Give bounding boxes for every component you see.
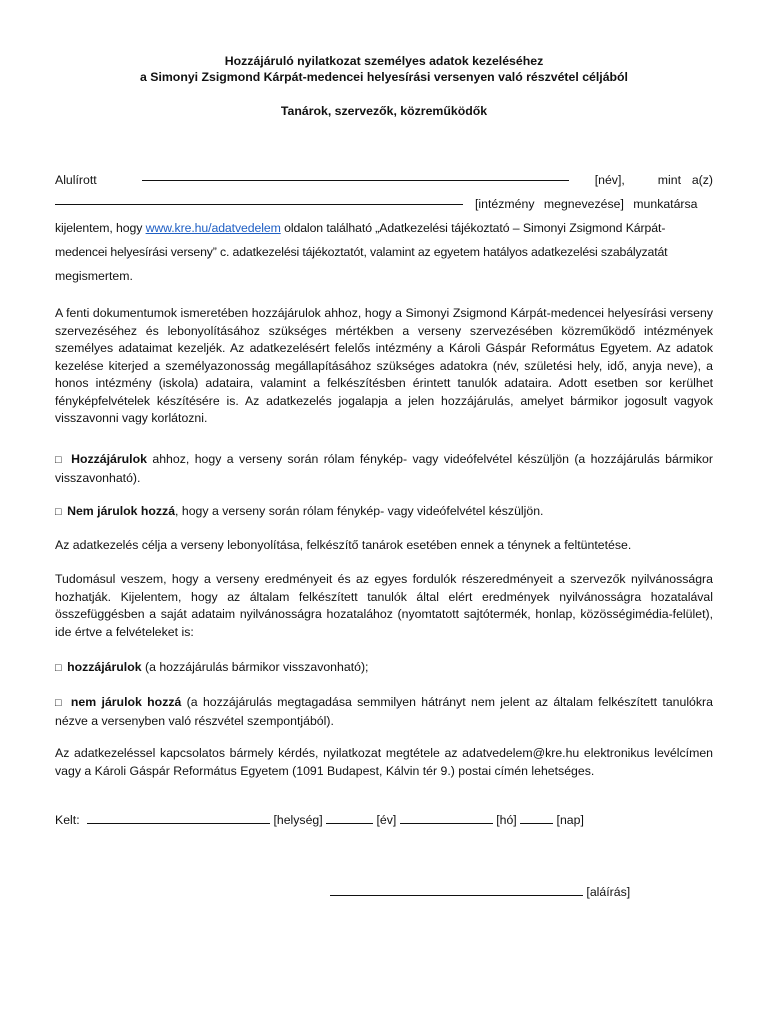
declaration-line-5: megismertem.	[55, 269, 133, 283]
signature-line	[330, 884, 660, 902]
option-text: (a hozzájárulás bármikor visszavonható);	[141, 660, 369, 674]
checkbox-icon[interactable]: □	[55, 662, 62, 674]
institution-blank[interactable]	[55, 192, 463, 205]
kijelentem-rest: oldalon található „Adatkezelési tájékoztató – Simonyi Zsigmond Kárpát-	[280, 221, 666, 235]
declaration-line-2	[55, 192, 713, 216]
institution-label: [intézmény megnevezése] munkatársa	[475, 197, 698, 211]
declaration-line-4: medencei helyesírási verseny” c. adatkezelési tájékoztatót, valamint az egyetem hatályos adatkezelési szabályzatát	[55, 245, 668, 259]
month-blank[interactable]	[400, 812, 493, 824]
document-subtitle: a Simonyi Zsigmond Kárpát-medencei helyesírási versenyen való részvétel céljából	[140, 70, 628, 84]
month-label: [hó]	[496, 813, 517, 827]
az-label: a(z)	[691, 173, 713, 187]
date-line	[55, 812, 713, 830]
kijelentem-text: kijelentem, hogy	[55, 221, 146, 235]
checkbox-icon[interactable]: □	[55, 454, 64, 466]
signature-label: [aláírás]	[586, 885, 631, 899]
document-title: Hozzájáruló nyilatkozat személyes adatok kezeléséhez	[224, 54, 544, 68]
option-bold: nem járulok hozzá	[70, 695, 182, 709]
day-blank[interactable]	[520, 812, 553, 824]
purpose-paragraph: Az adatkezelés célja a verseny lebonyolítása, felkészítő tanárok esetében ennek a ténynek a feltüntetése.	[55, 538, 632, 552]
declaration-block	[55, 168, 713, 288]
publication-decline-option[interactable]	[55, 694, 713, 730]
alulirott-label: Alulírott	[55, 173, 97, 187]
declaration-line-3	[55, 216, 713, 240]
checkbox-icon[interactable]: □	[55, 697, 64, 709]
name-blank[interactable]	[142, 168, 569, 181]
publication-consent-option[interactable]	[55, 659, 713, 678]
place-label: [helység]	[273, 813, 323, 827]
consent-paragraph: A fenti dokumentumok ismeretében hozzájárulok ahhoz, hogy a Simonyi Zsigmond Kárpát-medencei helyesírási verseny szervezéséhez és lebonyolításához szükséges mértékben a verseny szervezésében közreműködő intézmények személyes adataimat kezeljék. Az adatkezelésért felelős intézmény a Károli Gáspár Református Egyetem. Az adatok kezelése kiterjed a személyazonosság megállapításához szükséges adatokra (név, születési hely, idő, anyja neve), a honos intézmény (iskola) adataira, valamint a felkészítésben érintett tanulók adataira. Adott esetben sor kerülhet fényképfelvételek készítésére is. Az adatkezelés jogalapja a jelen hozzájárulás, amelyet bármikor jogosult vagyok visszavonni vagy korlátozni.	[55, 306, 713, 425]
option-bold: Nem járulok hozzá	[67, 504, 176, 518]
option-text: , hogy a verseny során rólam fénykép- vagy videófelvétel készüljön.	[175, 504, 544, 518]
publication-paragraph: Tudomásul veszem, hogy a verseny eredményeit és az egyes fordulók részeredményeit a szervezők nyilvánosságra hozhatják. Kijelentem, hogy az általam felkészített tanulók által elért eredmények nyilvánosságra hozatalával összefüggésben a saját adataim nyilvánosságra hozatalához (nyomtatott sajtótermék, honlap, közösségimédia-felület), ide értve a felvételeket is:	[55, 572, 713, 639]
declaration-line-1	[55, 168, 713, 192]
mint-label: mint	[657, 173, 682, 187]
place-blank[interactable]	[87, 812, 270, 824]
year-blank[interactable]	[326, 812, 373, 824]
checkbox-icon[interactable]: □	[55, 506, 62, 518]
day-label: [nap]	[556, 813, 584, 827]
photo-consent-option[interactable]	[55, 451, 713, 487]
kelt-label: Kelt:	[55, 813, 80, 827]
year-label: [év]	[376, 813, 397, 827]
contact-paragraph: Az adatkezeléssel kapcsolatos bármely kérdés, nyilatkozat megtétele az adatvedelem@kre.hu elektronikus levélcímen vagy a Károli Gáspár Református Egyetem (1091 Budapest, Kálvin tér 9.) postai címén lehetséges.	[55, 746, 713, 778]
signature-blank[interactable]	[330, 884, 583, 896]
audience-heading: Tanárok, szervezők, közreműködők	[280, 104, 488, 118]
option-text: (a hozzájárulás megtagadása semmilyen hátrányt nem jelent az általam felkészített tanulókra nézve a versenyben való részvétel szempontjából).	[55, 695, 713, 728]
name-label: [név],	[594, 173, 625, 187]
option-bold: Hozzájárulok	[71, 452, 147, 466]
privacy-link[interactable]: www.kre.hu/adatvedelem	[145, 221, 281, 235]
option-bold: hozzájárulok	[67, 660, 142, 674]
option-text: ahhoz, hogy a verseny során rólam fénykép- vagy videófelvétel készüljön (a hozzájárulás bármikor visszavonható).	[55, 452, 713, 485]
photo-decline-option[interactable]	[55, 503, 713, 522]
